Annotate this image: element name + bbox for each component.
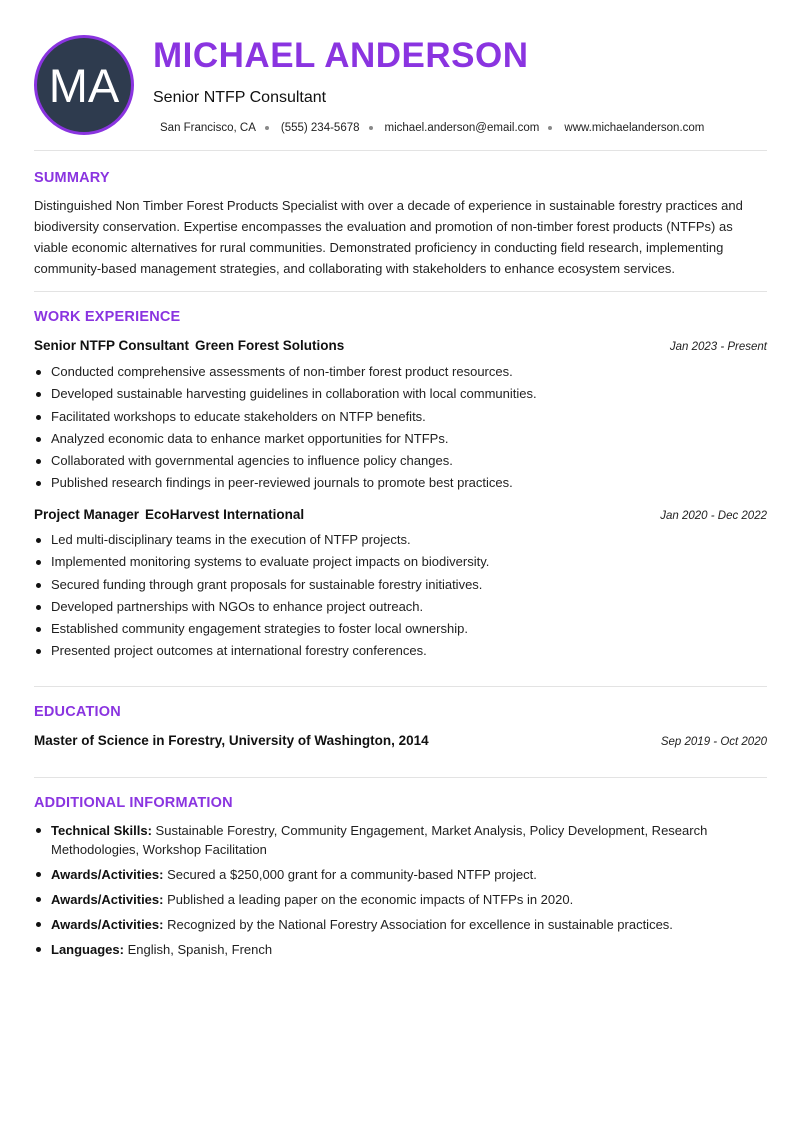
list-item: Secured funding through grant proposals for sustainable forestry initiatives. bbox=[34, 574, 767, 596]
list-item: Analyzed economic data to enhance market opportunities for NTFPs. bbox=[34, 428, 767, 450]
education-dates: Sep 2019 - Oct 2020 bbox=[660, 736, 767, 748]
job-dates: Jan 2023 - Present bbox=[669, 341, 767, 353]
contact-phone: (555) 234-5678 bbox=[280, 122, 360, 134]
info-label: Awards/Activities: bbox=[51, 867, 164, 882]
list-item: Conducted comprehensive assessments of non-timber forest product resources. bbox=[34, 361, 767, 383]
list-item: Published research findings in peer-reviewed journals to promote best practices. bbox=[34, 472, 767, 494]
list-item: Implemented monitoring systems to evaluate project impacts on biodiversity. bbox=[34, 551, 767, 573]
info-text: English, Spanish, French bbox=[127, 942, 273, 957]
info-label: Technical Skills: bbox=[51, 823, 152, 838]
resume-page bbox=[34, 0, 767, 1130]
list-item: Established community engagement strategies to foster local ownership. bbox=[34, 618, 767, 640]
education-degree: Master of Science in Forestry, University of Washington, 2014 bbox=[34, 733, 429, 748]
job-position: Project Manager bbox=[34, 507, 140, 522]
list-item bbox=[34, 890, 734, 909]
job-header bbox=[34, 507, 767, 525]
job-role bbox=[34, 507, 304, 522]
additional-information-heading: ADDITIONAL INFORMATION bbox=[34, 795, 233, 811]
candidate-title: Senior NTFP Consultant bbox=[153, 89, 327, 106]
education-entry bbox=[34, 733, 767, 751]
job-company: EcoHarvest International bbox=[145, 507, 305, 522]
job-bullet-list bbox=[34, 529, 767, 663]
separator-dot bbox=[265, 126, 269, 130]
additional-info-list bbox=[34, 821, 734, 965]
info-text: Sustainable Forestry, Community Engagement, Market Analysis, Policy Development, Research Methodologies, Workshop Facilitation bbox=[51, 823, 708, 857]
education-heading: EDUCATION bbox=[34, 704, 121, 720]
list-item: Led multi-disciplinary teams in the execution of NTFP projects. bbox=[34, 529, 767, 551]
separator-dot bbox=[369, 126, 373, 130]
contact-location: San Francisco, CA bbox=[160, 122, 256, 134]
info-label: Awards/Activities: bbox=[51, 917, 164, 932]
info-label: Awards/Activities: bbox=[51, 892, 164, 907]
work-experience-heading: WORK EXPERIENCE bbox=[34, 309, 181, 325]
job-company: Green Forest Solutions bbox=[195, 338, 345, 353]
list-item bbox=[34, 940, 734, 959]
list-item: Developed partnerships with NGOs to enhance project outreach. bbox=[34, 596, 767, 618]
avatar bbox=[34, 35, 134, 135]
divider bbox=[34, 150, 767, 151]
list-item bbox=[34, 865, 734, 884]
contact-website[interactable]: www.michaelanderson.com bbox=[564, 122, 705, 134]
divider bbox=[34, 686, 767, 687]
job-dates: Jan 2020 - Dec 2022 bbox=[660, 510, 767, 522]
list-item bbox=[34, 915, 734, 934]
job-position: Senior NTFP Consultant bbox=[34, 338, 190, 353]
separator-dot bbox=[548, 126, 552, 130]
list-item: Collaborated with governmental agencies to influence policy changes. bbox=[34, 450, 767, 472]
summary-heading: SUMMARY bbox=[34, 170, 110, 186]
job-bullet-list bbox=[34, 361, 767, 495]
divider bbox=[34, 291, 767, 292]
job-header bbox=[34, 338, 767, 356]
list-item: Developed sustainable harvesting guidelines in collaboration with local communities. bbox=[34, 383, 767, 405]
list-item: Facilitated workshops to educate stakeholders on NTFP benefits. bbox=[34, 406, 767, 428]
divider bbox=[34, 777, 767, 778]
contact-bar bbox=[160, 120, 704, 136]
info-text: Secured a $250,000 grant for a community-based NTFP project. bbox=[167, 867, 537, 882]
info-text: Published a leading paper on the economic impacts of NTFPs in 2020. bbox=[167, 892, 574, 907]
avatar-initials: MA bbox=[48, 58, 120, 112]
job-role bbox=[34, 338, 344, 353]
candidate-name: MICHAEL ANDERSON bbox=[153, 36, 529, 75]
summary-text: Distinguished Non Timber Forest Products Specialist with over a decade of experience in sustainable forestry practices and biodiversity conservation. Expertise encompasses the evaluation and promotion of non-timber forest products (NTFPs) as viable economic alternatives for rural communities. Demonstrated proficiency in conducting field research, implementing community-based management strategies, and collaborating with stakeholders to enhance ecosystem services. bbox=[34, 198, 743, 276]
list-item bbox=[34, 821, 734, 859]
contact-email[interactable]: michael.anderson@email.com bbox=[384, 122, 540, 134]
info-label: Languages: bbox=[51, 942, 124, 957]
list-item: Presented project outcomes at international forestry conferences. bbox=[34, 640, 767, 662]
info-text: Recognized by the National Forestry Association for excellence in sustainable practices. bbox=[167, 917, 673, 932]
